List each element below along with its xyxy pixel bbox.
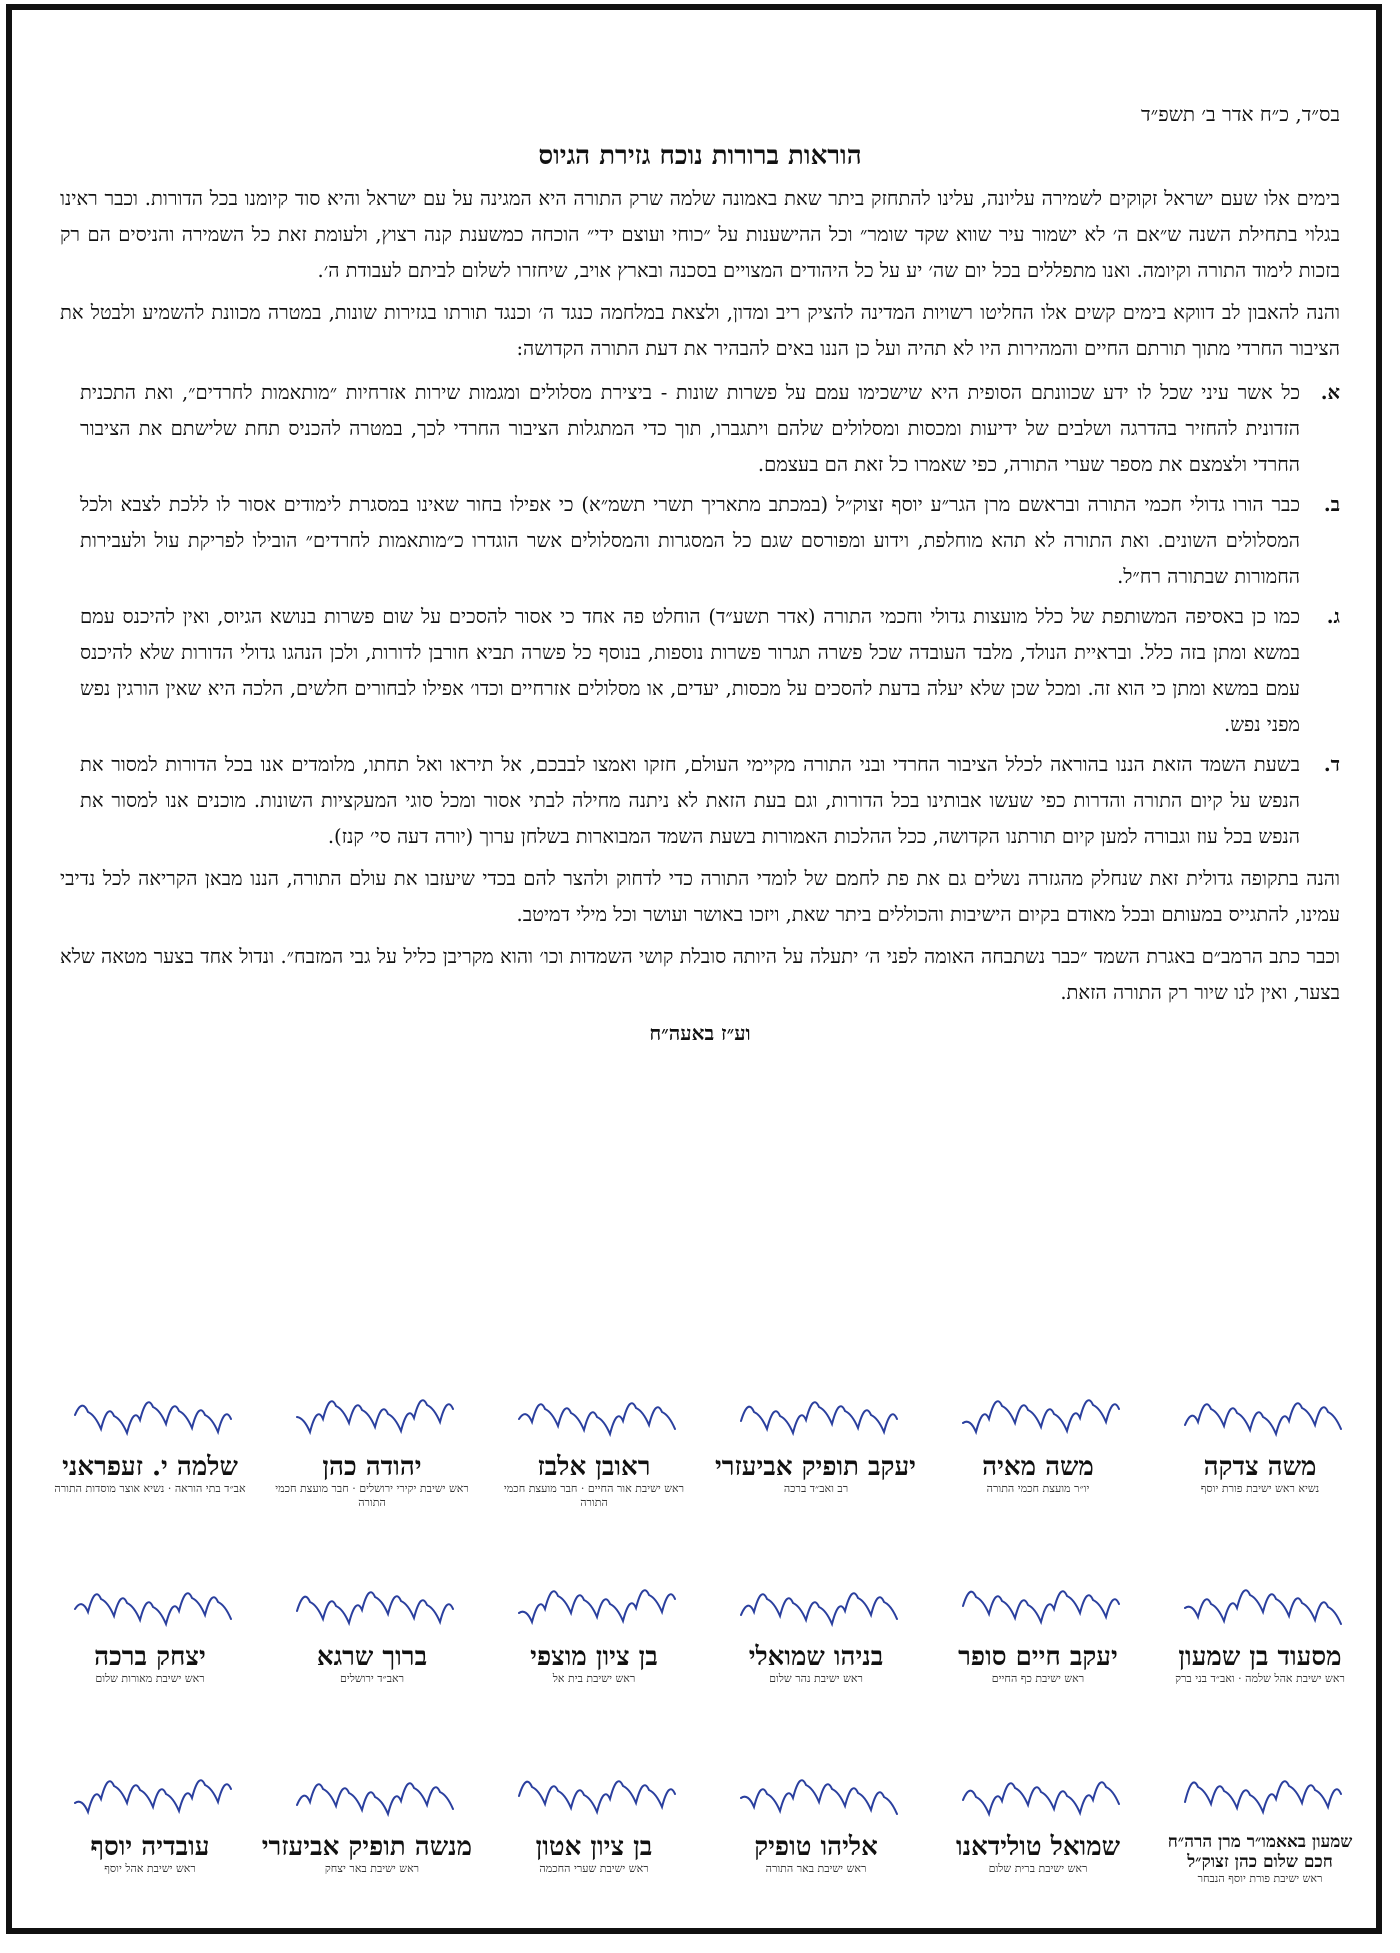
signatory-title: רב ואב״ד ברכה (783, 1482, 849, 1495)
signature-stroke (741, 1780, 897, 1814)
signatory-name: מסעוד בן שמעון (1178, 1642, 1342, 1672)
signatory (494, 1760, 694, 1950)
handwritten-signature (1175, 1570, 1345, 1640)
signatory-name: יעקב תופיק אביעזרי (714, 1452, 916, 1482)
signatory-name: משה מאיה (982, 1452, 1094, 1482)
sign-line: וע״ז באעה״ח (649, 1021, 751, 1045)
ruling-item (60, 747, 1340, 855)
signatory-name: שמואל טולידאנו (955, 1832, 1121, 1862)
signatory-name: יצחק ברכה (94, 1642, 206, 1672)
signatory-name: אליהו טופיק (754, 1832, 878, 1862)
signature-row (50, 1380, 1360, 1570)
signatory-title: ראש ישיבת אהל יוסף (104, 1862, 196, 1875)
signatory (272, 1380, 472, 1570)
signatory (716, 1380, 916, 1570)
signatory-title: ראש ישיבת באר התורה (765, 1862, 867, 1875)
signatory (272, 1570, 472, 1760)
ruling-text: בשעת השמד הזאת הננו בהוראה לכלל הציבור החרדי ובני התורה מקיימי העולם, חזקו ואמצו לבבכם, אל תיראו ואל תחתו, מלומדים אנו בכל הדורות למסור את הנפש על קיום התורה והדרות כפי שעשו אבותינו בכל הדורות, וגם בעת הזאת לא ניתנה מחילה לבתי אסור ומכל סוגי המעקציות השונות. מוכנים אנו למסור את הנפש בכל עוז וגבורה למען קיום תורתנו הקדושה, ככל ההלכות האמורות בשעת השמד המבוארות בשלחן ערוך (יורה דעה סי׳ קנז). (80, 753, 1300, 848)
signature-stroke (1185, 1590, 1341, 1624)
ruling-text: כל אשר עיני שכל לו ידע שכוונתם הסופית היא שישכימו עמם על פשרות שונות - ביצירת מסלולים ומגמות שירות אזרחיות ״מותאמות לחרדים״, ואת התכנית הזדונית להחזיר בהדרגה ושלבים של ידיעות ומכסות ומסלולים שלהם ויתגברו, תוך כדי המתגלות הציבור החרדי לכך, במטרה להכניס תחת שלישתם את הציבור החרדי ולצמצם את מספר שערי התורה, כפי שאמרו כל זאת הם בעצמם. (80, 381, 1300, 476)
signatory-name: משה צדקה (1203, 1452, 1317, 1482)
signatory-title: ראש ישיבת בית אל (552, 1672, 636, 1685)
ruling-item (60, 599, 1340, 743)
handwritten-signature (509, 1570, 679, 1640)
signature-stroke (1185, 1781, 1341, 1812)
signatory-name: שלמה י. זעפראני (62, 1452, 238, 1482)
handwritten-signature (287, 1760, 457, 1830)
signatory-name: עובדיה יוסף (90, 1832, 210, 1862)
signatory-title: ראש ישיבת כף החיים (991, 1672, 1085, 1685)
signature-stroke (741, 1402, 897, 1433)
signature-stroke (963, 1782, 1119, 1814)
closing-paragraph-2: וכבר כתב הרמב״ם באגרת השמד ״כבר נשתבחה האומה לפני ה׳ יתעלה על היותה סובלת קושי השמדות וכו׳ והוא מקריבן כליל על גבי המזבח״. ונדול אחד בצער מטאה שלא בצער, ואין לנו שיור רק התורה הזאת. (60, 945, 1340, 1004)
signatory-title: אב״ד בתי הוראה · נשיא אוצר מוסדות התורה (54, 1482, 246, 1495)
signatures-block (50, 1380, 1360, 1950)
signature-row (50, 1760, 1360, 1950)
signatory (1160, 1380, 1360, 1570)
signatory-name: מנשה תופיק אביעזרי (261, 1832, 472, 1862)
signatory-title: ראב״ד ירושלים (339, 1672, 405, 1685)
signatory (494, 1380, 694, 1570)
handwritten-signature (65, 1380, 235, 1450)
signature-stroke (741, 1593, 897, 1624)
signature-stroke (297, 1592, 453, 1623)
ruling-item (60, 487, 1340, 595)
handwritten-signature (509, 1760, 679, 1830)
signature-stroke (519, 1590, 675, 1622)
letter-body (60, 90, 1340, 1046)
signatory-title: ראש ישיבת באר יצחק (324, 1862, 420, 1875)
handwritten-signature (287, 1380, 457, 1450)
signatory (494, 1570, 694, 1760)
letter-date: בס״ד, כ״ח אדר ב׳ תשפ״ד (1141, 102, 1340, 126)
signatory (261, 1760, 472, 1950)
ruling-marker: ג. (1326, 605, 1340, 628)
signatory-title: ראש ישיבת שערי החכמה (539, 1862, 649, 1875)
signatory-name: ברוך שרגא (316, 1642, 428, 1672)
signature-stroke (519, 1403, 675, 1434)
handwritten-signature (953, 1570, 1123, 1640)
signature-stroke (963, 1400, 1119, 1432)
handwritten-signature (287, 1570, 457, 1640)
signatory-name: יהודה כהן (322, 1452, 422, 1482)
handwritten-signature (65, 1570, 235, 1640)
handwritten-signature (1175, 1760, 1345, 1830)
signatory-name: בניהו שמואלי (748, 1642, 884, 1672)
handwritten-signature (953, 1380, 1123, 1450)
ruling-item (60, 375, 1340, 483)
signatory-title: ראש ישיבת נהר שלום (769, 1672, 863, 1685)
signatory-title: יו״ר מועצת חכמי התורה (986, 1482, 1090, 1495)
ruling-text: כבר הורו גדולי חכמי התורה ובראשם מרן הגר״ע יוסף זצוק״ל (במכתב מתאריך תשרי תשמ״א) כי אפילו בחור שאינו במסגרת לימודים אסור לו ללכת לצבא ולכל המסלולים השונים. ואת התורה לא תהא מוחלפת, וידוע ומפורסם שגם כל המסגרות והמסלולים אשר הוגדרו כ״מותאמות לחרדים״ הובילו לפריקת עול ולעבירות החמורות שבתורה רח״ל. (80, 493, 1300, 588)
signature-stroke (519, 1781, 675, 1812)
ruling-marker: ב. (1323, 493, 1340, 516)
signatory-title: ראש ישיבת ברית שלום (988, 1862, 1088, 1875)
signatory-name: שמעון באאמו״ר מרן הרה״ח חכם שלום כהן זצוק״ל (1167, 1832, 1353, 1872)
letter-title: הוראות ברורות נוכח גזירת הגיוס (538, 141, 862, 171)
signatory (50, 1570, 250, 1760)
signatory (716, 1570, 916, 1760)
signature-stroke (75, 1402, 231, 1433)
signatory-title: ראש ישיבת יקירי ירושלים · חבר מועצת חכמי התורה (275, 1482, 469, 1509)
signatory-title: ראש ישיבת אור החיים · חבר מועצת חכמי התורה (503, 1482, 685, 1509)
signature-stroke (75, 1593, 231, 1624)
signature-stroke (963, 1591, 1119, 1622)
ruling-marker: ד. (1323, 753, 1340, 776)
handwritten-signature (731, 1570, 901, 1640)
handwritten-signature (953, 1760, 1123, 1830)
signatory (1160, 1760, 1360, 1950)
signatory-title: ראש ישיבת מאורות שלום (95, 1672, 205, 1685)
signature-stroke (297, 1400, 453, 1432)
intro-paragraph-2: והנה להאבון לב דווקא בימים קשים אלו החליטו רשויות המדינה להציק ריב ומדון, ולצאת במלחמה כנגד ה׳ וכנגד תורתו בגזירות שונות, במטרה מכוונת להשמיע ולבטל את הציבור החרדי מתוך תורתם החיים והמהירות היו לא תהיה ועל כן הננו באים להבהיר את דעת התורה הקדושה: (60, 301, 1340, 360)
signatory (938, 1570, 1138, 1760)
handwritten-signature (731, 1760, 901, 1830)
signatory (50, 1380, 250, 1570)
signatory (938, 1380, 1138, 1570)
handwritten-signature (65, 1760, 235, 1830)
signatory-title: ראש ישיבת פורת יוסף הנבחר (1197, 1872, 1323, 1885)
handwritten-signature (731, 1380, 901, 1450)
signatory-name: בן ציון מוצפי (530, 1642, 658, 1672)
signatory (1160, 1570, 1360, 1760)
rulings-list (60, 375, 1340, 855)
signature-row (50, 1570, 1360, 1760)
signatory (716, 1760, 916, 1950)
signatory-name: בן ציון אטון (535, 1832, 653, 1862)
signatory-name: ראובן אלבז (537, 1452, 651, 1482)
signatory-name: יעקב חיים סופר (958, 1642, 1118, 1672)
signatory-title: נשיא ראש ישיבת פורת יוסף (1200, 1482, 1320, 1495)
signatory (938, 1760, 1138, 1950)
signature-stroke (1185, 1403, 1341, 1434)
signature-stroke (297, 1783, 453, 1814)
ruling-marker: א. (1320, 381, 1340, 404)
handwritten-signature (509, 1380, 679, 1450)
signatory (50, 1760, 250, 1950)
signatory-title: ראש ישיבת אהל שלמה · ואב״ד בני ברק (1175, 1672, 1345, 1685)
handwritten-signature (1175, 1380, 1345, 1450)
ruling-text: כמו כן באסיפה המשותפת של כלל מועצות גדולי וחכמי התורה (אדר תשע״ד) הוחלט פה אחד כי אסור להסכים על שום פשרות בנושא הגיוס, ואין להיכנס עמם במשא ומתן בזה כלל. ובראיית הנולד, מלבד העובדה שכל פשרה תגרור פשרות נוספות, בנוסף כל פשרה תביא חורבן לדורות, ולכן הנהגו גדולי הדורות שלא להיכנס עמם במשא ומתן כי הוא זה. ומכל שכן שלא יעלה בדעת להסכים על מכסות, יעדים, או מסלולים אזרחיים וכדו׳ אפילו לבחורים חלשים, הלכה היא שאין הורגין נפש מפני נפש. (80, 605, 1300, 736)
signature-stroke (75, 1780, 231, 1812)
intro-paragraph-1: בימים אלו שעם ישראל זקוקים לשמירה עליונה, עלינו להתחזק ביתר שאת באמונה שלמה שרק התורה היא המגינה על עם ישראל והיא סוד קיומנו בכל הדורות. וכבר ראינו בגלוי בתחילת השנה ש״אם ה׳ לא ישמור עיר שווא שקד שומר״ וכל ההישענות על ״כוחי ועוצם ידי״ הוכחה כמשענת קנה רצוץ, ולעומת זאת כל השמירה והניסים הם רק בזכות לימוד התורה וקיומה. ואנו מתפללים בכל יום שה׳ יע על כל היהודים המצויים בסכנה ובארץ אויב, שיחזרו לשלום לביתם לעבודת ה׳. (60, 187, 1340, 282)
closing-paragraph-1: והנה בתקופה גדולית זאת שנחלק מהגזרה נשלים גם את פת לחמם של לומדי התורה כדי לדחוק ולהצר להם בכדי שיעזבו את עולם התורה, הננו מבאן הקריאה לכל נדיבי עמינו, להתגייס במעותם ובכל מאודם בקיום הישיבות והכוללים ביתר שאת, ויזכו באושר ועושר וכל מילי דמיטב. (60, 867, 1340, 926)
